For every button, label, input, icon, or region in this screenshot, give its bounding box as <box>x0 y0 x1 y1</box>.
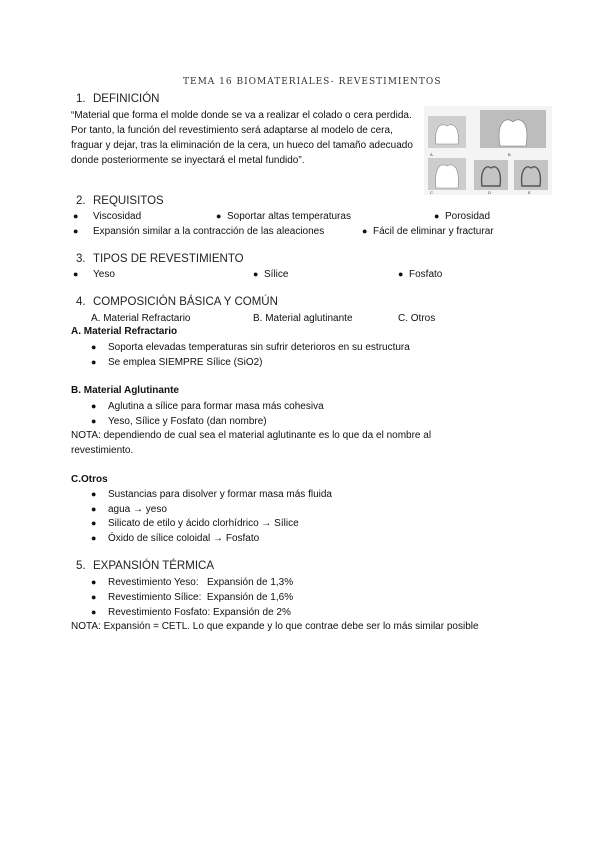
requisito-item: Viscosidad <box>93 211 142 222</box>
list-item: Aglutina a sílice para formar masa más cohesiva <box>108 401 324 412</box>
note-line: revestimiento. <box>71 445 134 456</box>
requisito-item: Porosidad <box>445 211 491 222</box>
bullet: ● <box>253 269 259 279</box>
section-3-heading: TIPOS DE REVESTIMIENTO <box>93 253 244 265</box>
note-line: NOTA: Expansión = CETL. Lo que expande y lo que contrae debe ser lo más similar posible <box>71 621 479 632</box>
figure-label-e: E <box>528 190 531 195</box>
expansion-item: Revestimiento Fosfato: Expansión de 2% <box>108 607 291 618</box>
definition-paragraph: “Material que forma el molde donde se va a realizar el colado o cera perdida. Por tanto, la función del revestimiento será adaptarse al modelo de cera, fraguar y dejar, tras la eliminación de la cera, un hueco del tamaño adecuado donde posteriormente se inyectará el metal fundido”. <box>71 110 413 166</box>
list-item: Yeso, Sílice y Fosfato (dan nombre) <box>108 416 267 427</box>
tipo-item: Sílice <box>264 269 289 280</box>
tipo-item: Yeso <box>93 269 115 280</box>
bullet: ● <box>91 592 97 602</box>
list-item: agua → yeso <box>108 504 167 515</box>
bullet: ● <box>398 269 404 279</box>
figure-label-d: D <box>488 190 491 195</box>
section-4-number: 4. <box>76 296 86 308</box>
composition-option: B. Material aglutinante <box>253 313 353 324</box>
list-item: Se emplea SIEMPRE Sílice (SiO2) <box>108 357 263 368</box>
bullet: ● <box>434 211 440 221</box>
requisito-item: Fácil de eliminar y fracturar <box>373 226 494 237</box>
note-line: NOTA: dependiendo de cual sea el material aglutinante es lo que da el nombre al <box>71 430 432 441</box>
list-item: Óxido de sílice coloidal → Fosfato <box>108 533 260 544</box>
figure-label-a: A <box>430 152 433 157</box>
composition-option: C. Otros <box>398 313 436 324</box>
list-item: Soporta elevadas temperaturas sin sufrir deterioros en su estructura <box>108 342 410 353</box>
expansion-item: Revestimiento Yeso: Expansión de 1,3% <box>108 577 294 588</box>
bullet: ● <box>91 518 97 528</box>
section-5-heading: EXPANSIÓN TÉRMICA <box>93 560 214 572</box>
subsection-a-title: A. Material Refractario <box>71 326 178 337</box>
bullet: ● <box>91 607 97 617</box>
bullet: ● <box>91 504 97 514</box>
section-1-number: 1. <box>76 93 86 105</box>
expansion-item: Revestimiento Sílice: Expansión de 1,6% <box>108 592 294 603</box>
bullet: ● <box>73 211 79 221</box>
investment-mold-figure <box>424 106 552 195</box>
section-2-number: 2. <box>76 195 86 207</box>
bullet: ● <box>91 416 97 426</box>
subsection-c-title: C.Otros <box>71 474 108 485</box>
section-4-heading: COMPOSICIÓN BÁSICA Y COMÚN <box>93 296 278 308</box>
tipo-item: Fosfato <box>409 269 443 280</box>
section-1-heading: DEFINICIÓN <box>93 93 160 105</box>
bullet: ● <box>91 357 97 367</box>
bullet: ● <box>91 489 97 499</box>
requisito-item: Soportar altas temperaturas <box>227 211 351 222</box>
figure-label-c: C <box>430 190 433 195</box>
bullet: ● <box>91 577 97 587</box>
page-title: TEMA 16 BIOMATERIALES- REVESTIMIENTOS <box>183 77 442 87</box>
composition-option: A. Material Refractario <box>91 313 191 324</box>
section-2-heading: REQUISITOS <box>93 195 164 207</box>
bullet: ● <box>362 226 368 236</box>
bullet: ● <box>73 226 79 236</box>
bullet: ● <box>91 533 97 543</box>
bullet: ● <box>91 342 97 352</box>
requisito-item: Expansión similar a la contracción de las aleaciones <box>93 226 325 237</box>
section-5-number: 5. <box>76 560 86 572</box>
subsection-b-title: B. Material Aglutinante <box>71 385 179 396</box>
figure-label-b: B <box>508 152 511 157</box>
bullet: ● <box>216 211 222 221</box>
section-3-number: 3. <box>76 253 86 265</box>
bullet: ● <box>73 269 79 279</box>
bullet: ● <box>91 401 97 411</box>
list-item: Sustancias para disolver y formar masa más fluida <box>108 489 332 500</box>
list-item: Silicato de etilo y ácido clorhídrico → Sílice <box>108 518 299 529</box>
